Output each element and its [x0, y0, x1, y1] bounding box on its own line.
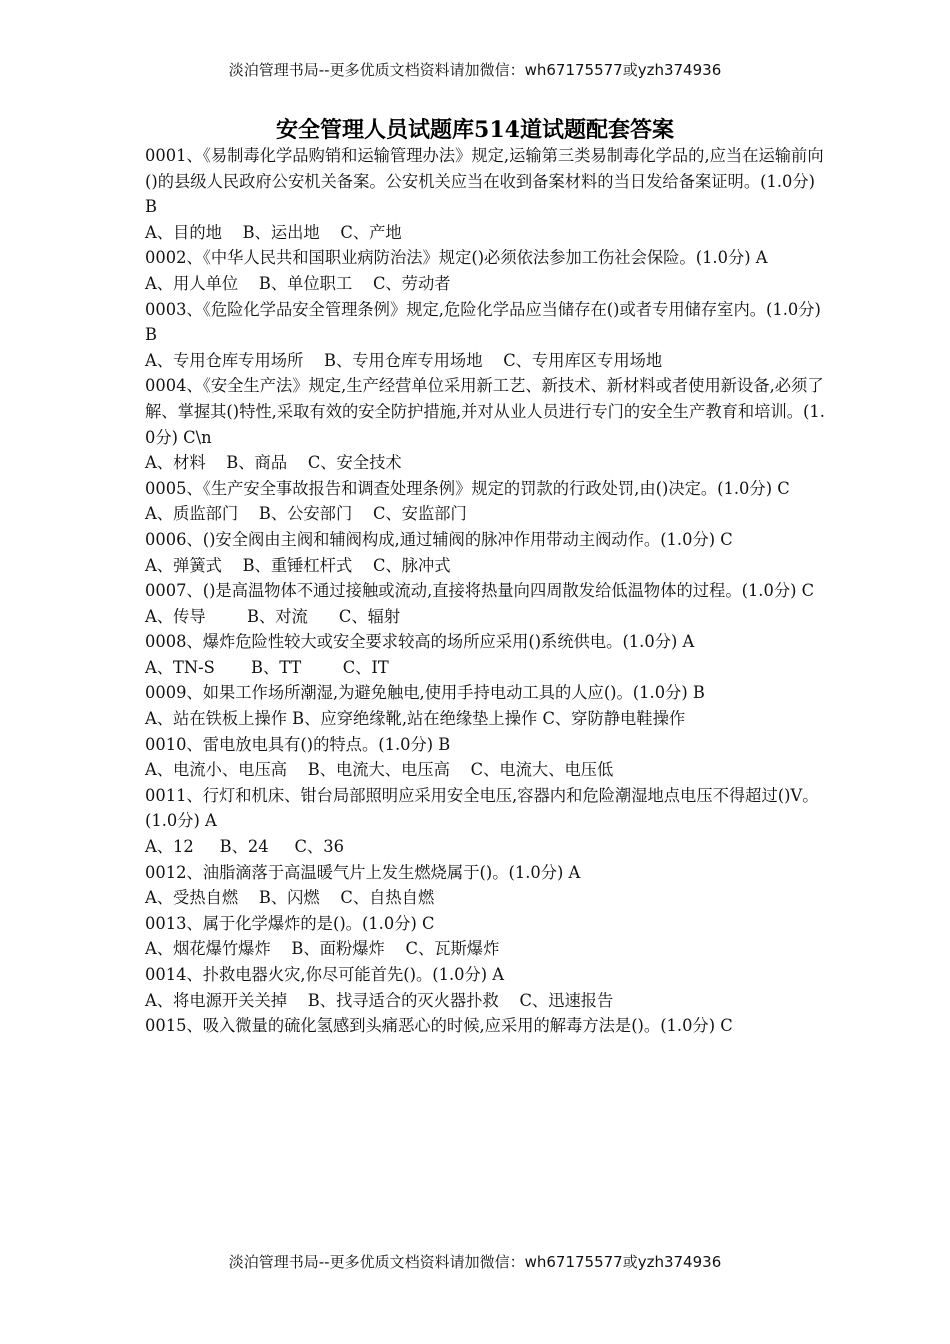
question-item — [145, 143, 825, 245]
question-options: A、传导 B、对流 C、辐射 — [145, 606, 401, 626]
document-title: 安全管理人员试题库514道试题配套答案 — [276, 117, 674, 143]
question-text: 0006、()安全阀由主阀和辅阀构成,通过辅阀的脉冲作用带动主阀动作。(1.0分) C — [145, 529, 733, 549]
question-options: A、目的地 B、运出地 C、产地 — [145, 222, 402, 242]
question-text: 0010、雷电放电具有()的特点。(1.0分) B — [145, 734, 451, 754]
question-item — [145, 732, 825, 783]
question-item — [145, 476, 825, 527]
question-item — [145, 962, 825, 1013]
question-text: 0011、行灯和机床、钳台局部照明应采用安全电压,容器内和危险潮湿地点电压不得超过()V。(1.0分) A — [145, 785, 819, 831]
question-text: 0014、扑救电器火灾,你尽可能首先()。(1.0分) A — [145, 965, 505, 984]
question-text: 0015、吸入微量的硫化氢感到头痛恶心的时候,应采用的解毒方法是()。(1.0分) C — [145, 1016, 733, 1036]
question-options: A、烟花爆竹爆炸 B、面粉爆炸 C、瓦斯爆炸 — [145, 939, 500, 959]
question-item — [145, 680, 825, 731]
question-item — [145, 245, 825, 296]
question-text: 0009、如果工作场所潮湿,为避免触电,使用手持电动工具的人应()。(1.0分) B — [145, 683, 705, 703]
question-text: 0005、《生产安全事故报告和调查处理条例》规定的罚款的行政处罚,由()决定。(1.0分) C — [145, 478, 790, 498]
page-footer: 淡泊管理书局--更多优质文档资料请加微信：wh67175577或yzh374936 — [228, 1253, 722, 1271]
question-item — [145, 783, 825, 860]
question-text: 0001、《易制毒化学品购销和运输管理办法》规定,运输第三类易制毒化学品的,应当在运输前向()的县级人民政府公安机关备案。公安机关应当在收到备案材料的当日发给备案证明。(1.0分) B — [145, 146, 824, 217]
question-item — [145, 527, 825, 578]
question-options: A、TN-S B、TT C、IT — [145, 657, 389, 677]
question-list — [145, 143, 825, 1039]
question-options: A、站在铁板上操作 B、应穿绝缘靴,站在绝缘垫上操作 C、穿防静电鞋操作 — [145, 709, 686, 729]
question-item — [145, 373, 825, 475]
question-options: A、材料 B、商品 C、安全技术 — [145, 453, 402, 473]
question-item — [145, 1013, 825, 1039]
question-options: A、专用仓库专用场所 B、专用仓库专用场地 C、专用库区专用场地 — [145, 350, 663, 370]
question-item — [145, 578, 825, 629]
question-options: A、受热自燃 B、闪燃 C、自热自燃 — [145, 888, 435, 908]
question-item — [145, 629, 825, 680]
question-text: 0003、《危险化学品安全管理条例》规定,危险化学品应当储存在()或者专用储存室内。(1.0分) B — [145, 299, 821, 345]
question-text: 0007、()是高温物体不通过接触或流动,直接将热量向四周散发给低温物体的过程。(1.0分) C — [145, 581, 815, 601]
question-text: 0012、油脂滴落于高温暖气片上发生燃烧属于()。(1.0分) A — [145, 862, 581, 882]
question-options: A、电流小、电压高 B、电流大、电压高 C、电流大、电压低 — [145, 760, 614, 780]
question-options: A、12 B、24 C、36 — [145, 837, 344, 857]
question-options: A、质监部门 B、公安部门 C、安监部门 — [145, 504, 467, 524]
question-item — [145, 297, 825, 374]
question-text: 0013、属于化学爆炸的是()。(1.0分) C — [145, 913, 435, 933]
question-options: A、用人单位 B、单位职工 C、劳动者 — [145, 273, 451, 293]
page-header: 淡泊管理书局--更多优质文档资料请加微信：wh67175577或yzh374936 — [228, 61, 722, 79]
question-item — [145, 911, 825, 962]
question-text: 0002、《中华人民共和国职业病防治法》规定()必须依法参加工伤社会保险。(1.0分) A — [145, 248, 768, 268]
question-item — [145, 860, 825, 911]
question-options: A、将电源开关关掉 B、找寻适合的灭火器扑救 C、迅速报告 — [145, 990, 614, 1010]
question-options: A、弹簧式 B、重锤杠杆式 C、脉冲式 — [145, 555, 451, 575]
question-text: 0004、《安全生产法》规定,生产经营单位采用新工艺、新技术、新材料或者使用新设备,必须了解、掌握其()特性,采取有效的安全防护措施,并对从业人员进行专门的安全生产教育和培训。(1.0分) C\n — [145, 376, 825, 447]
question-text: 0008、爆炸危险性较大或安全要求较高的场所应采用()系统供电。(1.0分) A — [145, 632, 695, 652]
